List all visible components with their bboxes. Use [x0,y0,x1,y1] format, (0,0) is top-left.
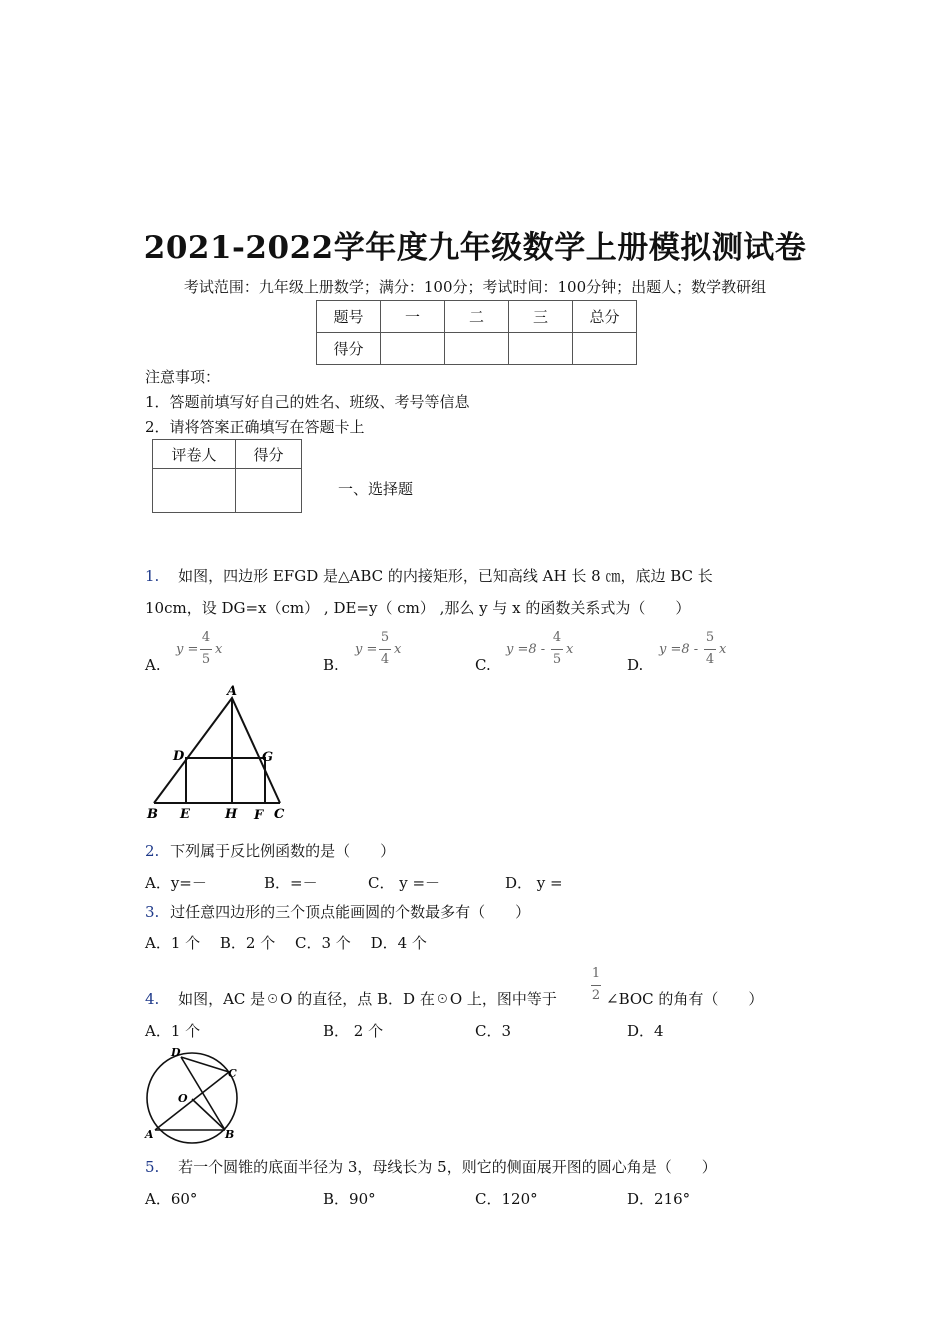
label-d: D [173,749,185,764]
q4-option-a: A．1 个 [145,1022,201,1040]
score-header-cell: 题号 [317,301,381,333]
question-2 [145,844,395,859]
circle-figure [140,1044,250,1144]
grader-cell[interactable] [236,469,302,513]
diameter-ac [155,1072,229,1130]
score-header-cell: 三 [509,301,573,333]
q5-option-d: D．216° [627,1190,691,1208]
page-title: 2021-2022学年度九年级数学上册模拟测试卷 [143,230,807,266]
grader-header: 评卷人 [153,440,236,469]
label-e: E [180,807,190,822]
option-d-formula: y =8 - 5 4 x [659,630,727,667]
q2-option-d: D． y = [505,874,563,892]
question-text: 若一个圆锥的底面半径为 3，母线长为 5，则它的侧面展开图的圆心角是（ ） [178,1158,717,1176]
question-text: 如图，四边形 EFGD 是△ABC 的内接矩形，已知高线 AH 长 8 ㎝，底边 BC 长 [178,567,713,585]
question-number: 2. [145,842,160,860]
q2-option-c: C． y =－ [368,874,441,892]
grader-table [152,439,302,513]
q5-option-a: A．60° [145,1190,198,1208]
score-cell[interactable] [573,333,637,365]
question-1-line2: 10cm，设 DG=x（cm） , DE=y（ cm） ,那么 y 与 x 的函数关系式为（ ） [145,599,691,617]
q2-option-a: A．y=－ [145,874,207,892]
label-a: A [227,684,238,699]
label-f: F [254,808,264,822]
half-fraction: 1 2 [591,966,601,1003]
note-item: 2．请将答案正确填写在答题卡上 [145,418,365,436]
note-item: 1．答题前填写好自己的姓名、班级、考号等信息 [145,393,470,411]
question-number: 1. [145,567,160,585]
label-b: B [225,1128,235,1141]
question-text-end: ∠BOC 的角有（ ） [606,990,764,1008]
score-header-cell: 二 [445,301,509,333]
q5-option-c: C．120° [475,1190,538,1208]
option-b-formula: y = 5 4 x [355,630,402,667]
label-c: C [228,1067,237,1080]
option-c-label: C. [475,656,491,674]
score-header-cell: 一 [381,301,445,333]
score-table [316,300,637,365]
score-row-label: 得分 [317,333,381,365]
question-number: 5. [145,1158,160,1176]
score-cell[interactable] [445,333,509,365]
question-text: 过任意四边形的三个顶点能画圆的个数最多有（ ） [170,903,531,921]
question-number: 4. [145,990,160,1008]
notes-heading: 注意事项： [145,368,221,386]
label-o: O [178,1092,188,1105]
label-g: G [262,750,274,765]
question-1 [145,569,713,584]
grader-cell[interactable] [153,469,236,513]
label-h: H [225,807,238,822]
option-c-formula: y =8 - 4 5 x [506,630,574,667]
question-3 [145,905,530,920]
section-heading: 一、选择题 [338,480,414,498]
triangle-figure [142,682,292,822]
option-a-label: A. [145,656,161,674]
q2-option-b: B．=－ [264,874,318,892]
label-d: D [171,1046,181,1059]
option-b-label: B. [323,656,339,674]
question-text: 如图，AC 是☉O 的直径，点 B．D 在☉O 上，图中等于 [178,990,557,1008]
label-a: A [145,1128,154,1141]
question-5 [145,1160,717,1175]
rectangle-defg [186,758,265,803]
score-header-cell: 总分 [573,301,637,333]
q4-option-b: B． 2 个 [323,1022,384,1040]
label-c: C [274,807,285,822]
q4-option-c: C．3 [475,1022,512,1040]
q5-option-b: B．90° [323,1190,376,1208]
score-cell[interactable] [509,333,573,365]
grader-header: 得分 [236,440,302,469]
option-d-label: D. [627,656,644,674]
question-text: 下列属于反比例函数的是（ ） [170,842,396,860]
q4-option-d: D．4 [627,1022,664,1040]
option-a-formula: y = 4 5 x [176,630,223,667]
q3-options: A．1 个 B．2 个 C．3 个 D．4 个 [145,934,427,952]
label-b: B [147,807,158,822]
question-4 [145,992,557,1007]
score-cell[interactable] [381,333,445,365]
question-number: 3. [145,903,160,921]
exam-info: 考试范围：九年级上册数学；满分：100分；考试时间：100分钟；出题人；数学教研组 [183,278,767,296]
